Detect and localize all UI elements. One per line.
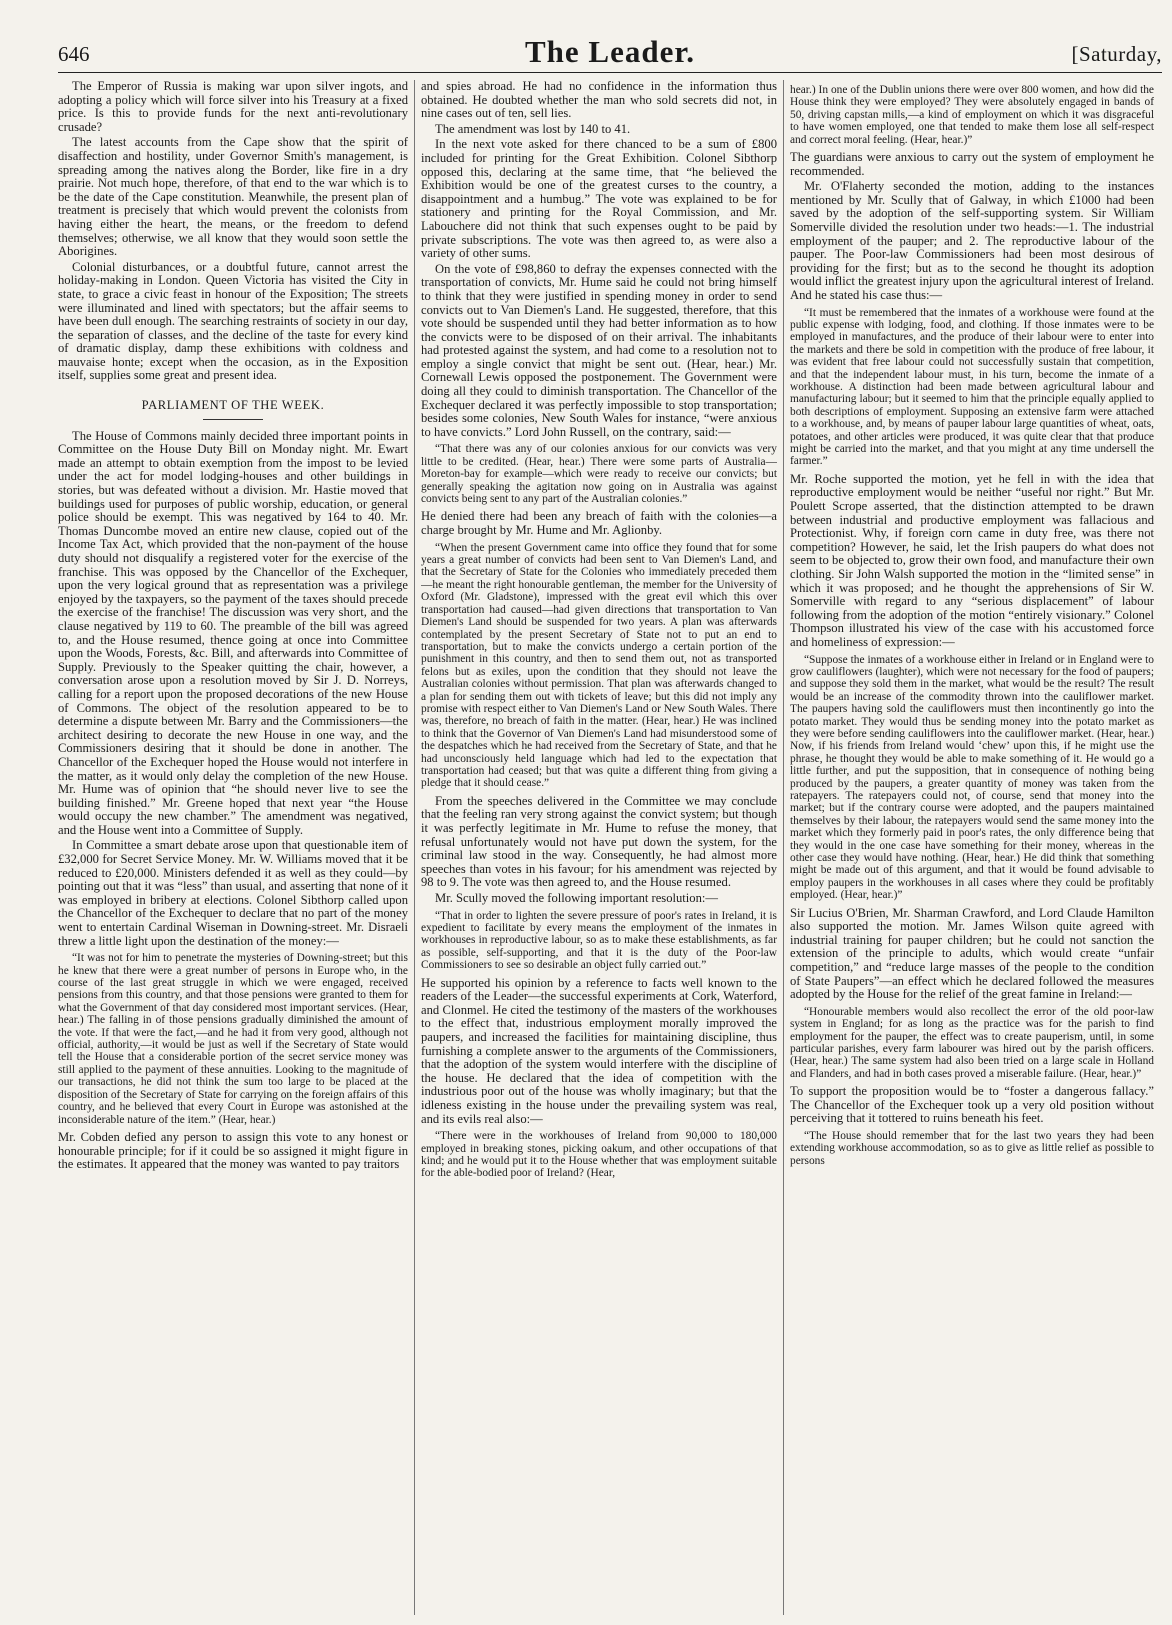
column-3: [790, 80, 1154, 1615]
header-rule: [58, 72, 1162, 73]
masthead-title: The Leader.: [524, 34, 696, 69]
paragraph: Mr. O'Flaherty seconded the motion, adding to the instances mentioned by Mr. Scully that of Galway, in which £1000 had been saved by the adoption of the self-supporting system. Sir William Somerville divided the resolution under two heads:—1. The industrial employment of the pauper; and 2. The reproductive labour of the pauper. The Poor-law Commissioners had been most desirous of providing for the first; but as to the second he thought its adoption would inflict the greatest injury upon the agricultural interest of Ireland. And he stated his case thus:—: [790, 179, 1154, 302]
section-heading: PARLIAMENT OF THE WEEK.: [141, 398, 325, 413]
paragraph: In the next vote asked for there chanced to be a sum of £800 included for printing for the Great Exhibition. Colonel Sibthorp opposed this, declaring at the same time, that “he believed the Exhibition would be one of the greatest curses to the country, a disappointment and a humbug.” The vote was explained to be for stationery and printing for the Royal Commission, and Mr. Labouchere did not think that such expenses ought to be paid by private subscriptions. The vote was then agreed to, as were also a variety of other sums.: [421, 137, 777, 261]
column-divider: [783, 80, 784, 1615]
paragraph: To support the proposition would be to “foster a dangerous fallacy.” The Chancellor of the Exchequer took up a very old position without perceiving that it tottered to ruins beneath his feet.: [790, 1084, 1154, 1126]
column-1: [58, 80, 408, 1615]
paragraph: He denied there had been any breach of faith with the colonies—a charge brought by Mr. Hume and Mr. Aglionby.: [421, 509, 777, 538]
quotation: “Honourable members would also recollect the error of the old poor-law system in England; for as long as the practice was for the parish to find employment for the pauper, the effect was to create pauperism, until, in some particular parishes, every farm labourer was hired out by the parish officers. (Hear, hear.) The same system had also been tried on a large scale in Holland and Flanders, and had in both cases proved a miserable failure. (Hear, hear.)”: [790, 1005, 1154, 1080]
paragraph: The House of Commons mainly decided three important points in Committee on the House Duty Bill on Monday night. Mr. Ewart made an attempt to obtain exemption from the impost to be levied under the act for model lodging-houses and other buildings in stories, but was defeated without a division. Mr. Hastie moved that buildings used for purposes of public worship, education, or general police should be exempt. This was negatived by 164 to 40. Mr. Thomas Duncombe moved an entire new clause, copied out of the Income Tax Act, which provided that the non-payment of the house duty should not disqualify a registered voter for the exercise of the franchise. This was opposed by the Chancellor of the Exchequer, upon the very logical ground that as representation was a privilege enjoyed by the taxpayers, so the payment of the taxes should precede the exercise of the franchise! The discussion was very short, and the clause negatived by 119 to 60. The preamble of the bill was agreed to, and the House resumed, thence going at once into Committee upon the Woods, Forests, &c. Bill, and afterwards into Committee of Supply. Previously to the Speaker quitting the chair, however, a conversation arose upon a resolution moved by Sir J. D. Norreys, calling for a report upon the proposed decorations of the new House of Commons. The object of the resolution appeared to be to determine a dispute between Mr. Barry and the Commissioners—the architect desiring to decorate the new House in one way, and the Commissioners desiring that it should be done in another. The Chancellor of the Exchequer hoped the House would not interfere in the matter, as it would only delay the completion of the new House. Mr. Hume was of opinion that “he should never live to see the building finished.” Mr. Greene hoped that next year “the House would occupy the new chamber.” The amendment was negatived, and the House went into a Committee of Supply.: [58, 428, 408, 837]
quotation: “There were in the workhouses of Ireland from 90,000 to 180,000 employed in breaking stones, picking oakum, and other occupations of that kind; and he would put it to the House whether that was employment suitable for the able-bodied poor of Ireland? (Hear,: [421, 1130, 777, 1180]
paragraph: and spies abroad. He had no confidence in the information thus obtained. He doubted whether the man who sold secrets did not, in nine cases out of ten, sell lies.: [421, 80, 777, 121]
quotation: “The House should remember that for the last two years they had been extending workhouse accommodation, so as to give as little relief as possible to persons: [790, 1130, 1154, 1167]
paragraph: He supported his opinion by a reference to facts well known to the readers of the Leader—the successful experiments at Cork, Waterford, and Clonmel. He cited the testimony of the masters of the workhouses to the effect that, industrious employment morally improved the paupers, and increased the facilities for maintaining discipline, thus furnishing a complete answer to the arguments of the Commissioners, that the adoption of the system would interfere with the discipline of the house. He declared that the idea of competition with the industrious poor out of the house was wholly imaginary; but that the idleness existing in the house under the prevailing system was real, and its evils real also:—: [421, 975, 777, 1126]
page-header: [58, 34, 1162, 82]
paragraph: Mr. Roche supported the motion, yet he fell in with the idea that reproductive employment would be neither “useful nor right.” But Mr. Poulett Scrope asserted, that the distinction attempted to be drawn between industrial and productive employment was fallacious and Protectionist. Why, if foreign corn came in duty free, was there not competition? However, he said, let the Irish paupers do what does not seem to be objected to, grow their own food, and manufacture their own clothing. Sir John Walsh supported the motion in the “limited sense” in which it was proposed; and he thought the apprehensions of Sir W. Somerville with regard to any “serious displacement” of labour following from the adoption of the motion “entirely visionary.” Colonel Thompson illustrated his view of the case with his accustomed force and homeliness of expression:—: [790, 471, 1154, 649]
issue-day: [Saturday,: [1071, 42, 1162, 66]
quotation: “It was not for him to penetrate the mysteries of Downing-street; but this he knew that there were a great number of persons in Europe who, in the course of the last great struggle in which we were engaged, received pensions from this country, and that those pensions were granted to them for what the Government of that day considered most important services. (Hear, hear.) The falling in of those pensions gradually diminished the amount of the vote. If that were the fact,—and he had it from very good, although not official, authority,—it would be just as well if the Secretary of State would tell the House that a considerable portion of the secret service money was still applied to the payment of these annuities. Looking to the magnitude of our transactions, he did not think the sum too large to be placed at the disposition of the Secretary of State for carrying on the foreign affairs of this country, and he believed that every Court in Europe was astonished at the inconsiderable nature of the item.” (Hear, hear.): [58, 952, 408, 1126]
paragraph: Colonial disturbances, or a doubtful future, cannot arrest the holiday-making in London. Queen Victoria has visited the City in state, to grace a civic feast in honour of the Exposition; The streets were illuminated and lined with spectators; but the affair seems to have been dull enough. The searching restraints of society in our day, the separation of classes, and the decline of the taste for every kind of dramatic display, damp these exhibitions with coldness and mauvaise honte; except when the occasion, as in the Exposition itself, supplies some great and present idea.: [58, 259, 408, 383]
heading-rule: [203, 419, 263, 420]
paragraph: Mr. Cobden defied any person to assign this vote to any honest or honourable principle; for if it could be so assigned it might figure in the estimates. It appeared that the money was wanted to pay traitors: [58, 1129, 408, 1172]
column-divider: [414, 80, 415, 1615]
quotation: “That there was any of our colonies anxious for our convicts was very little to be credited. (Hear, hear.) There were some parts of Australia—Moreton-bay for example—which were ready to receive our convicts; but generally speaking the agitation now going on in Australia was against convicts being sent to any part of the Australian colonies.”: [421, 443, 777, 506]
quotation: “That in order to lighten the severe pressure of poor's rates in Ireland, it is expedient to facilitate by every means the employment of the inmates in workhouses in reproductive labour, so as to make these establishments, as far as possible, self-supporting, and that it is the duty of the Poor-law Commissioners to see so desirable an object fully carried out.”: [421, 909, 777, 972]
paragraph: The guardians were anxious to carry out the system of employment he recommended.: [790, 150, 1154, 178]
paragraph: Sir Lucius O'Brien, Mr. Sharman Crawford, and Lord Claude Hamilton also supported the motion. Mr. James Wilson quite agreed with industrial training for pauper children; but he could not sanction the extension of the principle to adults, which would create “unfair competition,” and “reduce large masses of the people to the condition of State Paupers”—an effect which he declared followed the measures adopted by the House for the relief of the great famine in Ireland:—: [790, 905, 1154, 1002]
paragraph: The Emperor of Russia is making war upon silver ingots, and adopting a policy which will force silver into his Treasury at a fixed price. Is this to provide funds for the next anti-revolutionary crusade?: [58, 80, 408, 134]
paragraph: In Committee a smart debate arose upon that questionable item of £32,000 for Secret Service Money. Mr. W. Williams moved that it be reduced to £20,000. Ministers defended it as well as they could—by pointing out that it was “less” than usual, and asserting that none of it was employed in bribery at elections. Colonel Sibthorp called upon the Chancellor of the Exchequer to declare that no part of the money went to entertain Cardinal Wiseman in Downing-street. Mr. Disraeli threw a little light upon the destination of the money:—: [58, 838, 408, 948]
paragraph: The latest accounts from the Cape show that the spirit of disaffection and hostility, under Governor Smith's management, is spreading among the natives along the Border, like fire in a dry prairie. Not much hope, therefore, of that end to the war which is to be the date of the Cape constitution. Meanwhile, the present plan of treatment is precisely that which would prevent the colonists from having either the heart, the means, or the freedom to defend themselves; otherwise, we all know that they would soon settle the Aborigines.: [58, 135, 408, 259]
quotation: “It must be remembered that the inmates of a workhouse were found at the public expense with lodging, food, and clothing. If those inmates were to be employed in manufactures, and the produce of their labour were to enter into the markets and there be sold in competition with the produce of free labour, it was evident that free labour could not successfully sustain that competition, and that the independent labour must, in his turn, become the inmate of a workhouse. A distinction had been made between agricultural labour and manufacturing labour; but it seemed to him that the principle equally applied to both descriptions of employment. Supposing an extensive farm were attached to a workhouse, and, by means of pauper labour large quantities of wheat, oats, potatoes, and other articles were produced, it was quite clear that that produce might be carried into the market, and that you might at any time undersell the farmer.”: [790, 306, 1154, 468]
quotation: “When the present Government came into office they found that for some years a great number of convicts had been sent to Van Diemen's Land, and that the Secretary of State for the Colonies who immediately preceded them—he meant the right honourable gentleman, the member for the University of Oxford (Mr. Gladstone), impressed with the great evil which this over transportation had caused—had given directions that transportation to Van Diemen's Land should be suspended for two years. A plan was afterwards contemplated by the present Secretary of State not to put an end to transportation, but to make the convicts undergo a certain portion of the punishment in this country, and then to send them out, not as transported felons but as exiles, upon the condition that they should not leave the Australian colonies without permission. That plan was afterwards changed to a plan for sending them out with tickets of leave; but this did not imply any promise with respect either to Van Diemen's Land or New South Wales. There was, therefore, no breach of faith in the matter. (Hear, hear.) He was inclined to think that the Governor of Van Diemen's Land had misunderstood some of the despatches which he had received from the Secretary of State, and that he had unconsciously held language which had led to the expectation that transportation had ceased; but that was quite a different thing from giving a pledge that it should cease.”: [421, 541, 777, 790]
column-2: [421, 80, 777, 1615]
paragraph: From the speeches delivered in the Committee we may conclude that the feeling ran very strong against the convict system; but though it was perfectly legitimate in Mr. Hume to refuse the money, that refusal unfortunately would not have put down the system, for the criminal law stood in the way. Consequently, he had almost more speeches than votes in his favour; for his amendment was rejected by 98 to 9. The vote was then agreed to, and the House resumed.: [421, 793, 777, 890]
quotation: “Suppose the inmates of a workhouse either in Ireland or in England were to grow cauliflowers (laughter), which were not necessary for the food of paupers; and suppose they sold them in the market, what would be the result? The result would be an increase of the commodity thrown into the cauliflower market. The paupers having sold the cauliflowers must then incontinently go into the potato market. They would thus be sending money into the potato market as they were before sending cauliflowers into the cauliflower market. (Hear, hear.) Now, if his friends from Ireland would ‘chew’ upon this, if he might use the phrase, he thought they would be able to make something of it. He would go a little further, and put the supposition, that in consequence of nothing being produced by the paupers, a greater quantity of money was taken from the ratepayers. The ratepayers could not, of course, send that money into the market; but if the contrary course were adopted, and the paupers maintained themselves by their labour, the ratepayers would send the same money into the market which they formerly paid in poor's rates, the only difference being that they would in the one case have something for their money, whereas in the other case they would have nothing. (Hear, hear.) He did think that something might be made out of this argument, and that it would be found advisable to employ paupers in the workhouses in all cases where they could be profitably employed. (Hear, hear.)”: [790, 653, 1154, 902]
paragraph: On the vote of £98,860 to defray the expenses connected with the transportation of convicts, Mr. Hume said he could not bring himself to think that they were justified in spending money in order to send convicts out to Van Diemen's Land. He suggested, therefore, that this vote should be suspended until they had better information as to how the convicts were to be disposed of on their arrival. The inhabitants had protested against the system, and had come to a resolution not to employ a single convict that might be sent out. (Hear, hear.) Mr. Cornewall Lewis opposed the postponement. The Government were doing all they could to diminish transportation. The Chancellor of the Exchequer declared it was perfectly impossible to stop transportation; besides some colonies, New South Wales for instance, “were anxious to have convicts.” Lord John Russell, on the contrary, said:—: [421, 261, 777, 439]
paragraph: Mr. Scully moved the following important resolution:—: [435, 890, 718, 905]
quotation: hear.) In one of the Dublin unions there were over 800 women, and how did the House think they were employed? They were absolutely engaged in bands of 50, driving capstan mills,—a kind of employment on which it was disgraceful to have women employed, one that tended to make them lose all self-respect and correct moral feeling. (Hear, hear.)”: [790, 84, 1154, 146]
paragraph: The amendment was lost by 140 to 41.: [435, 121, 631, 136]
page-number: 646: [58, 42, 90, 66]
